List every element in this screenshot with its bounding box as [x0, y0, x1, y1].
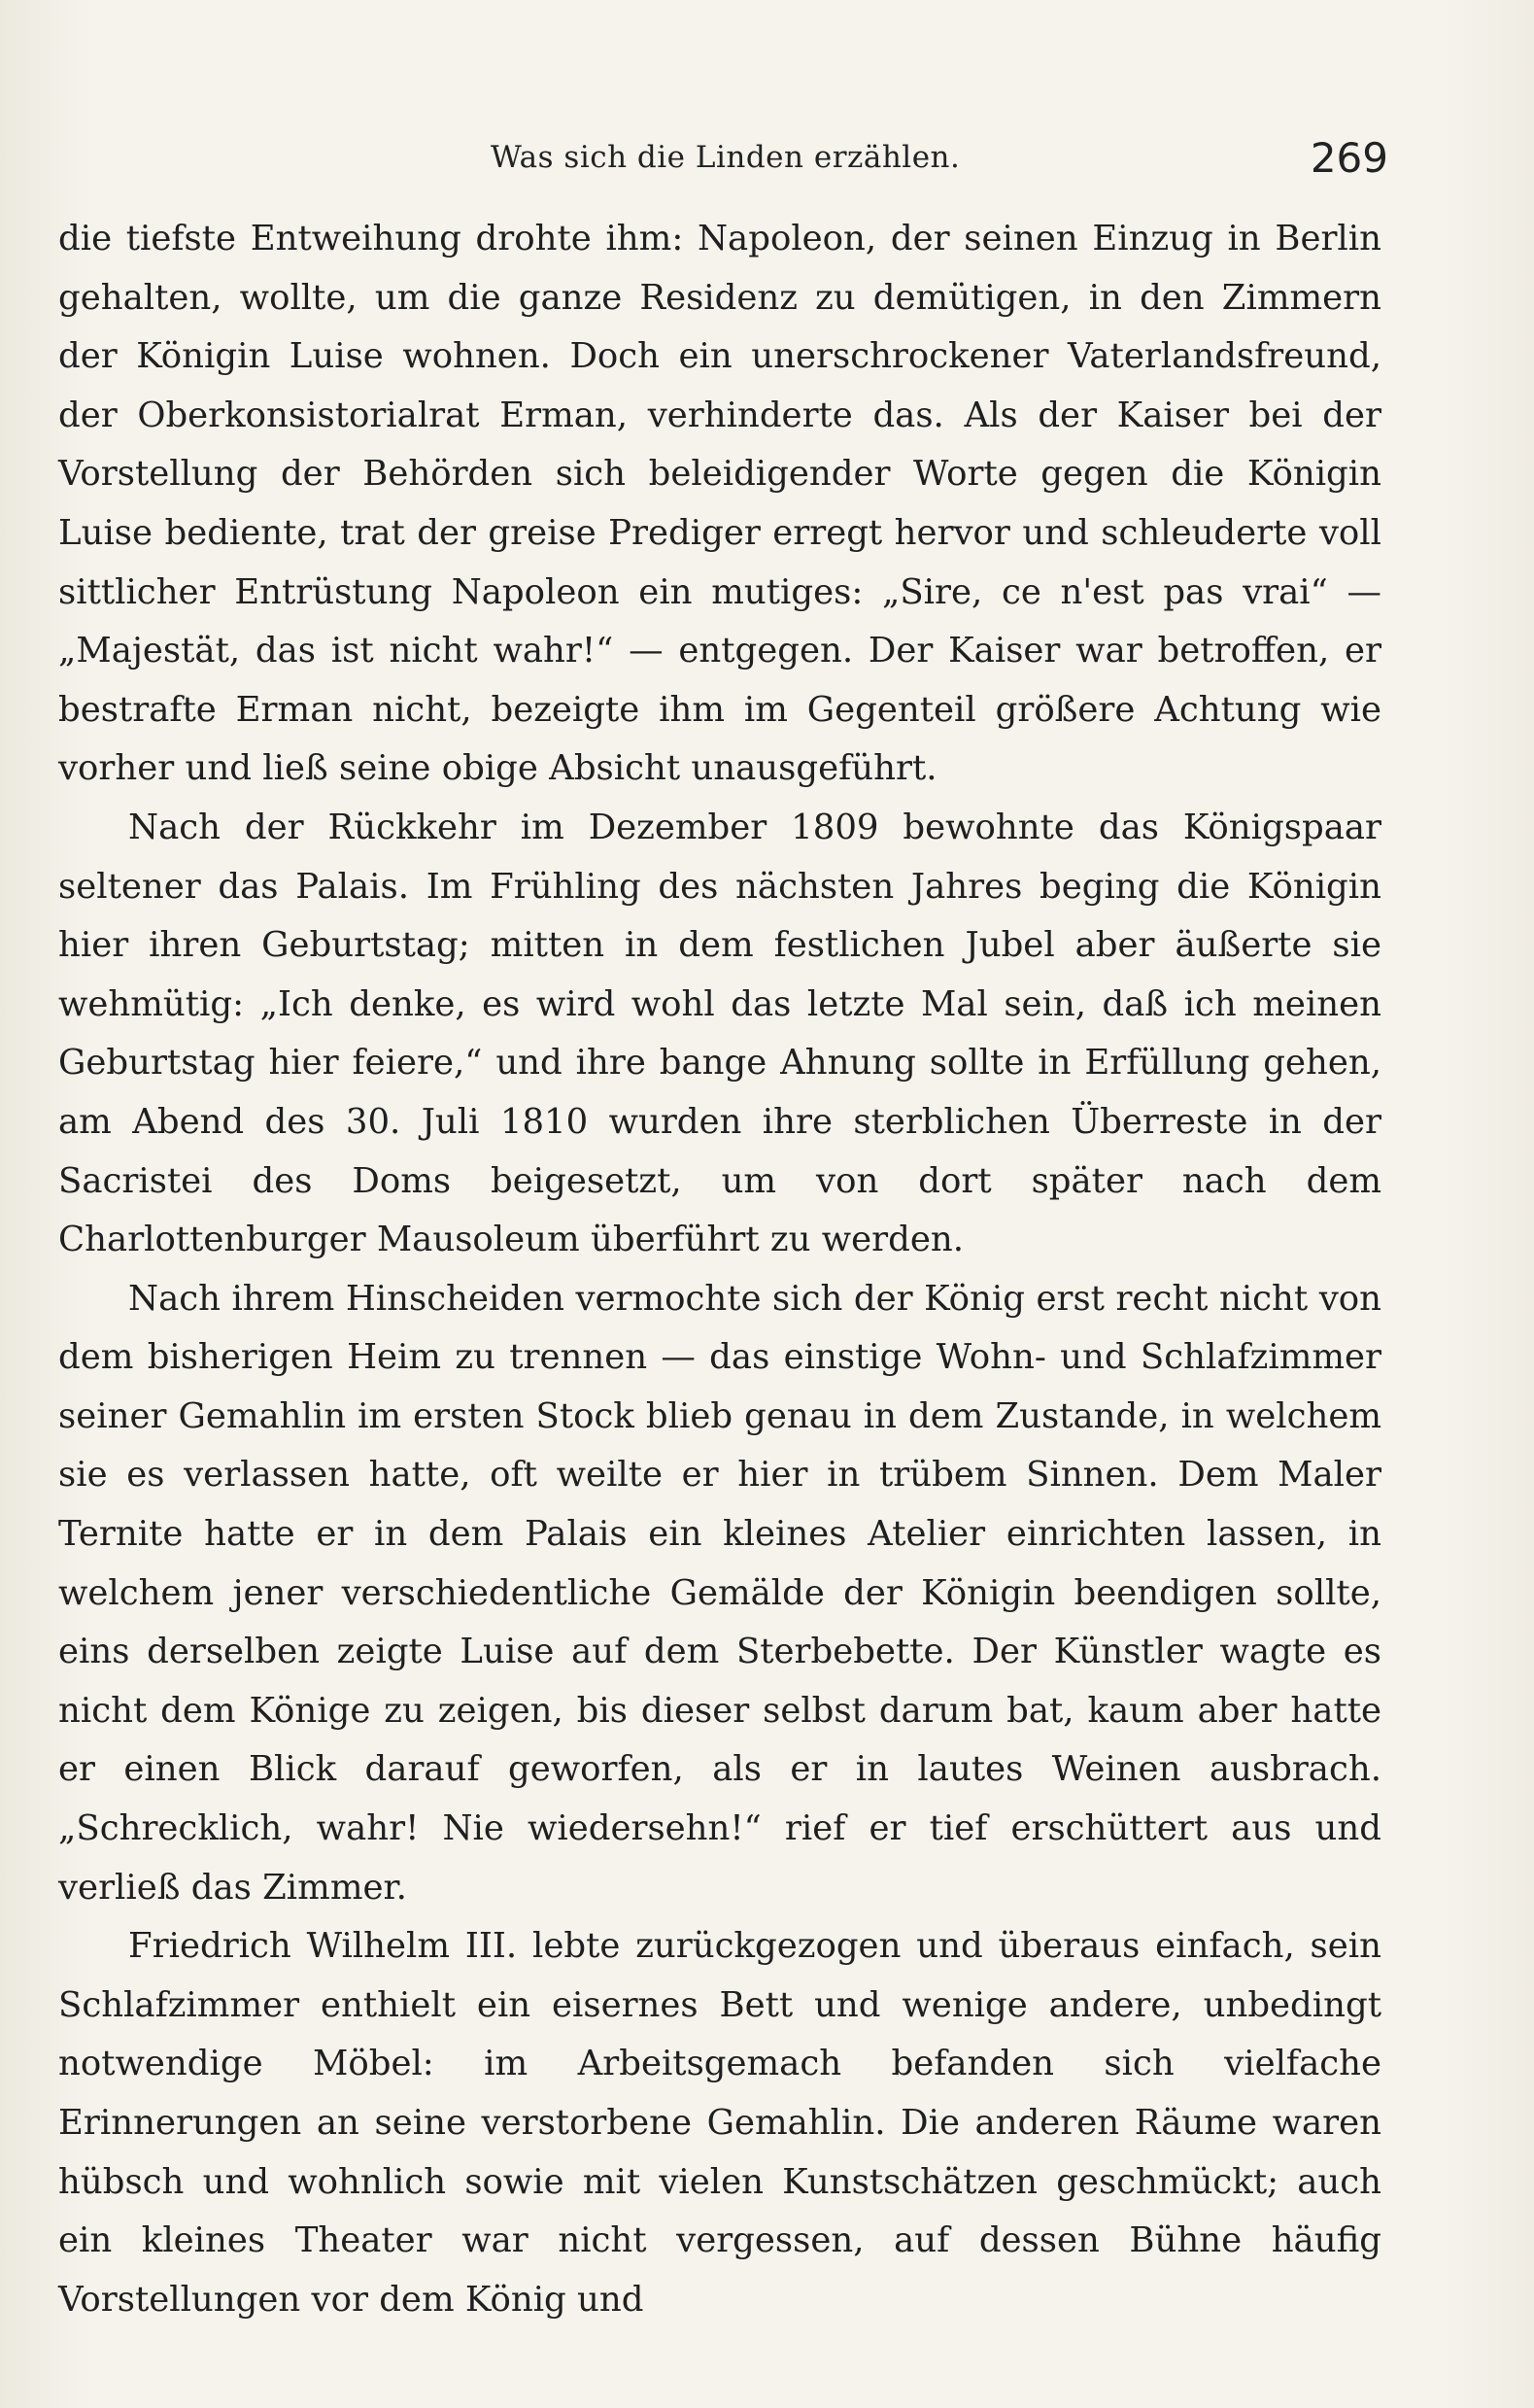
- running-header: [58, 134, 1388, 192]
- running-title: Was sich die Linden erzählen.: [491, 140, 961, 175]
- page-number: 269: [1310, 134, 1388, 182]
- paragraph-4: Friedrich Wilhelm III. lebte zurückgezogen und überaus einfach, sein Schlafzimmer enthielt ein eisernes Bett und wenige andere, unbedingt notwendige Möbel: im Arbeitsgemach befanden sich vielfache Erinnerungen an seine verstorbene Gemahlin. Die anderen Räume waren hübsch und wohnlich sowie mit vielen Kunstschätzen geschmückt; auch ein kleines Theater war nicht vergessen, auf dessen Bühne häufig Vorstellungen vor dem König und: [58, 1926, 1381, 2320]
- paragraph-2: Nach der Rückkehr im Dezember 1809 bewohnte das Königspaar seltener das Palais. Im Frühling des nächsten Jahres beging die Königin hier ihren Geburtstag; mitten in dem festlichen Jubel aber äußerte sie wehmütig: „Ich denke, es wird wohl das letzte Mal sein, daß ich meinen Geburtstag hier feiere,“ und ihre bange Ahnung sollte in Erfüllung gehen, am Abend des 30. Juli 1810 wurden ihre sterblichen Überreste in der Sacristei des Doms beigesetzt, um von dort später nach dem Charlottenburger Mausoleum überführt zu werden.: [58, 807, 1381, 1260]
- paragraph-1: die tiefste Entweihung drohte ihm: Napoleon, der seinen Einzug in Berlin gehalten, wollte, um die ganze Residenz zu demütigen, in den Zimmern der Königin Luise wohnen. Doch ein unerschrockener Vaterlandsfreund, der Oberkonsistorialrat Erman, verhinderte das. Als der Kaiser bei der Vorstellung der Behörden sich beleidigender Worte gegen die Königin Luise bediente, trat der greise Prediger erregt hervor und schleuderte voll sittlicher Entrüstung Napoleon ein mutiges: „Sire, ce n'est pas vrai“ — „Majestät, das ist nicht wahr!“ — entgegen. Der Kaiser war betroffen, er bestrafte Erman nicht, bezeigte ihm im Gegenteil größere Achtung wie vorher und ließ seine obige Absicht unausgeführt.: [58, 219, 1381, 789]
- paragraph-3: Nach ihrem Hinscheiden vermochte sich der König erst recht nicht von dem bisherigen Heim zu trennen — das einstige Wohn- und Schlafzimmer seiner Gemahlin im ersten Stock blieb genau in dem Zustande, in welchem sie es verlassen hatte, oft weilte er hier in trübem Sinnen. Dem Maler Ternite hatte er in dem Palais ein kleines Atelier einrichten lassen, in welchem jener verschiedentliche Gemälde der Königin beendigen sollte, eins derselben zeigte Luise auf dem Sterbebette. Der Künstler wagte es nicht dem Könige zu zeigen, bis dieser selbst darum bat, kaum aber hatte er einen Blick darauf geworfen, als er in lautes Weinen ausbrach. „Schrecklich, wahr! Nie wiedersehn!“ rief er tief erschüttert aus und verließ das Zimmer.: [58, 1278, 1381, 1908]
- body-text: [58, 210, 1381, 2329]
